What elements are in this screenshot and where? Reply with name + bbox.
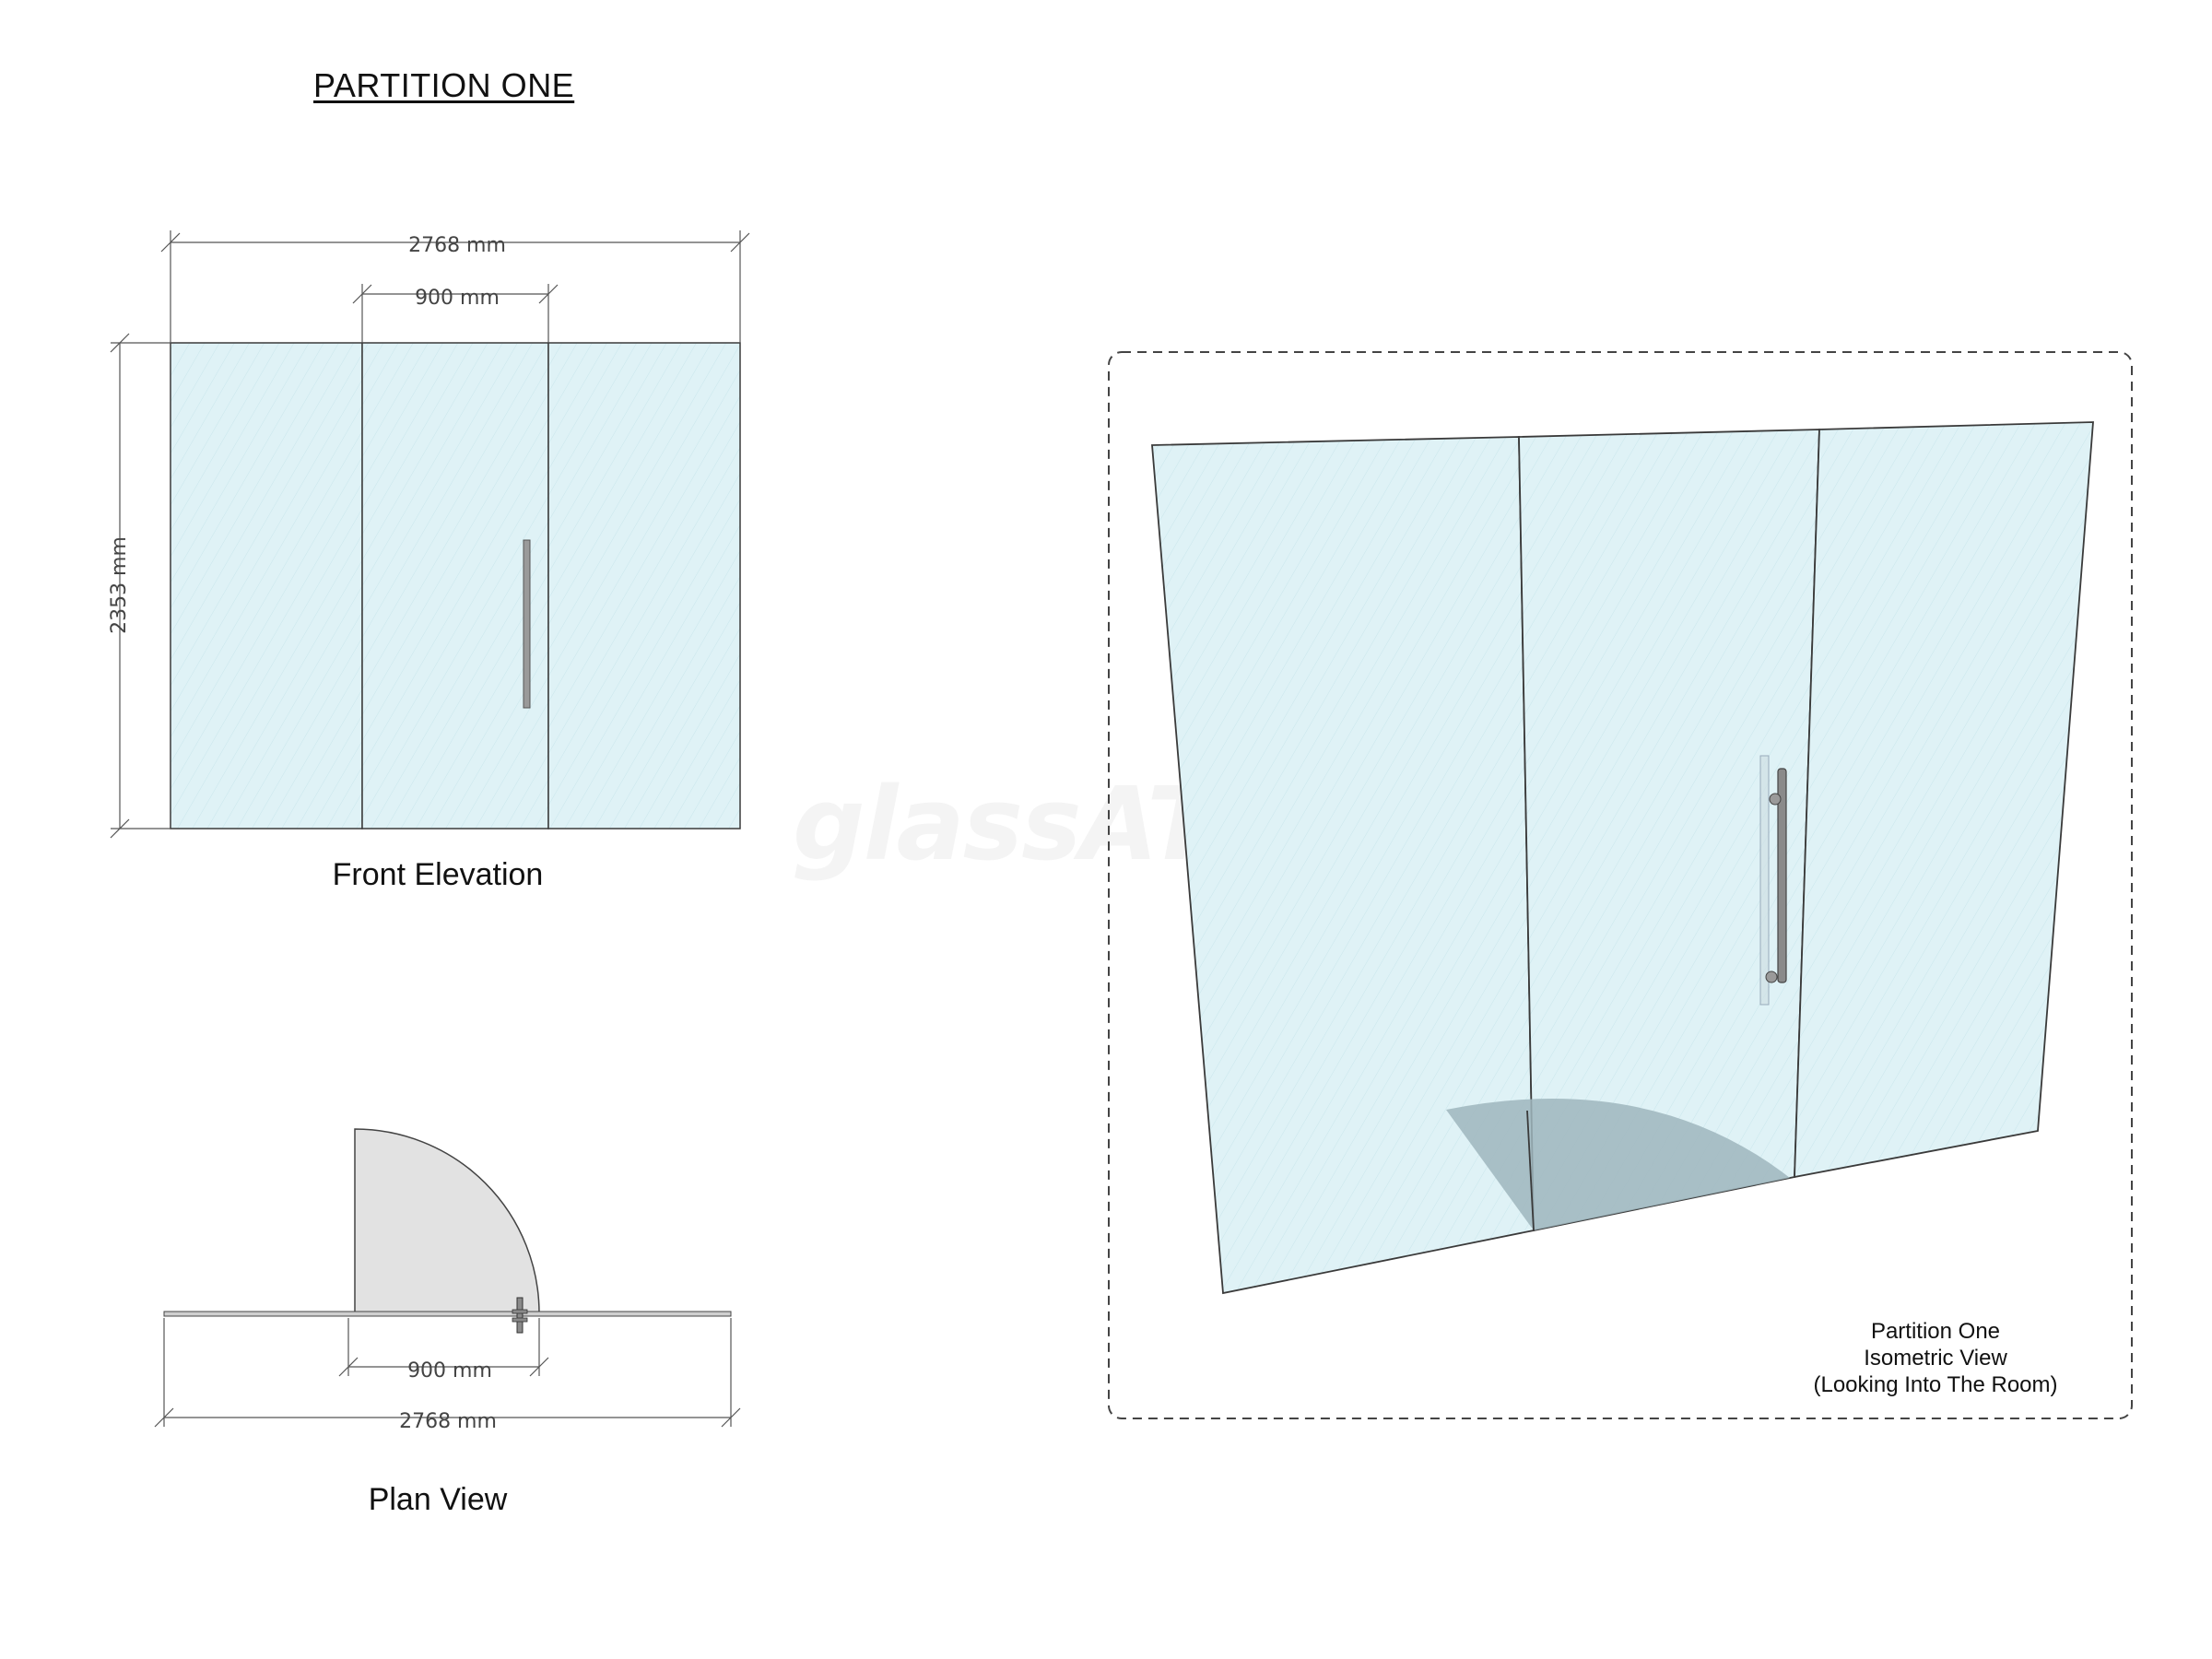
height-label: 2353 mm [108, 536, 131, 634]
isometric-caption-line: Partition One [1870, 1319, 2001, 1344]
iso-left-panel [1152, 437, 1534, 1293]
elevation-door-handle [524, 540, 530, 708]
front-elevation-caption: Front Elevation [332, 857, 544, 892]
door-swing-arc [355, 1129, 539, 1313]
elevation-right-panel [548, 343, 740, 829]
front-elevation [108, 230, 749, 838]
isometric-caption-line: Isometric View [1864, 1346, 2007, 1371]
plan-overall-width-label: 2768 mm [399, 1410, 497, 1433]
page-title: PARTITION ONE [313, 66, 575, 104]
isometric-view [1109, 352, 2132, 1418]
elevation-door-panel [362, 343, 548, 829]
plan-partition-line [164, 1312, 731, 1316]
isometric-caption [1751, 1318, 2120, 1398]
plan-door-width-label: 900 mm [407, 1359, 492, 1382]
plan-view-caption: Plan View [368, 1482, 508, 1517]
elevation-left-panel [171, 343, 362, 829]
door-width-label: 900 mm [415, 287, 500, 310]
isometric-caption-line: (Looking Into The Room) [1813, 1372, 2058, 1397]
plan-view [155, 1129, 740, 1433]
overall-width-label: 2768 mm [408, 234, 506, 257]
iso-right-panel [1794, 422, 2093, 1177]
